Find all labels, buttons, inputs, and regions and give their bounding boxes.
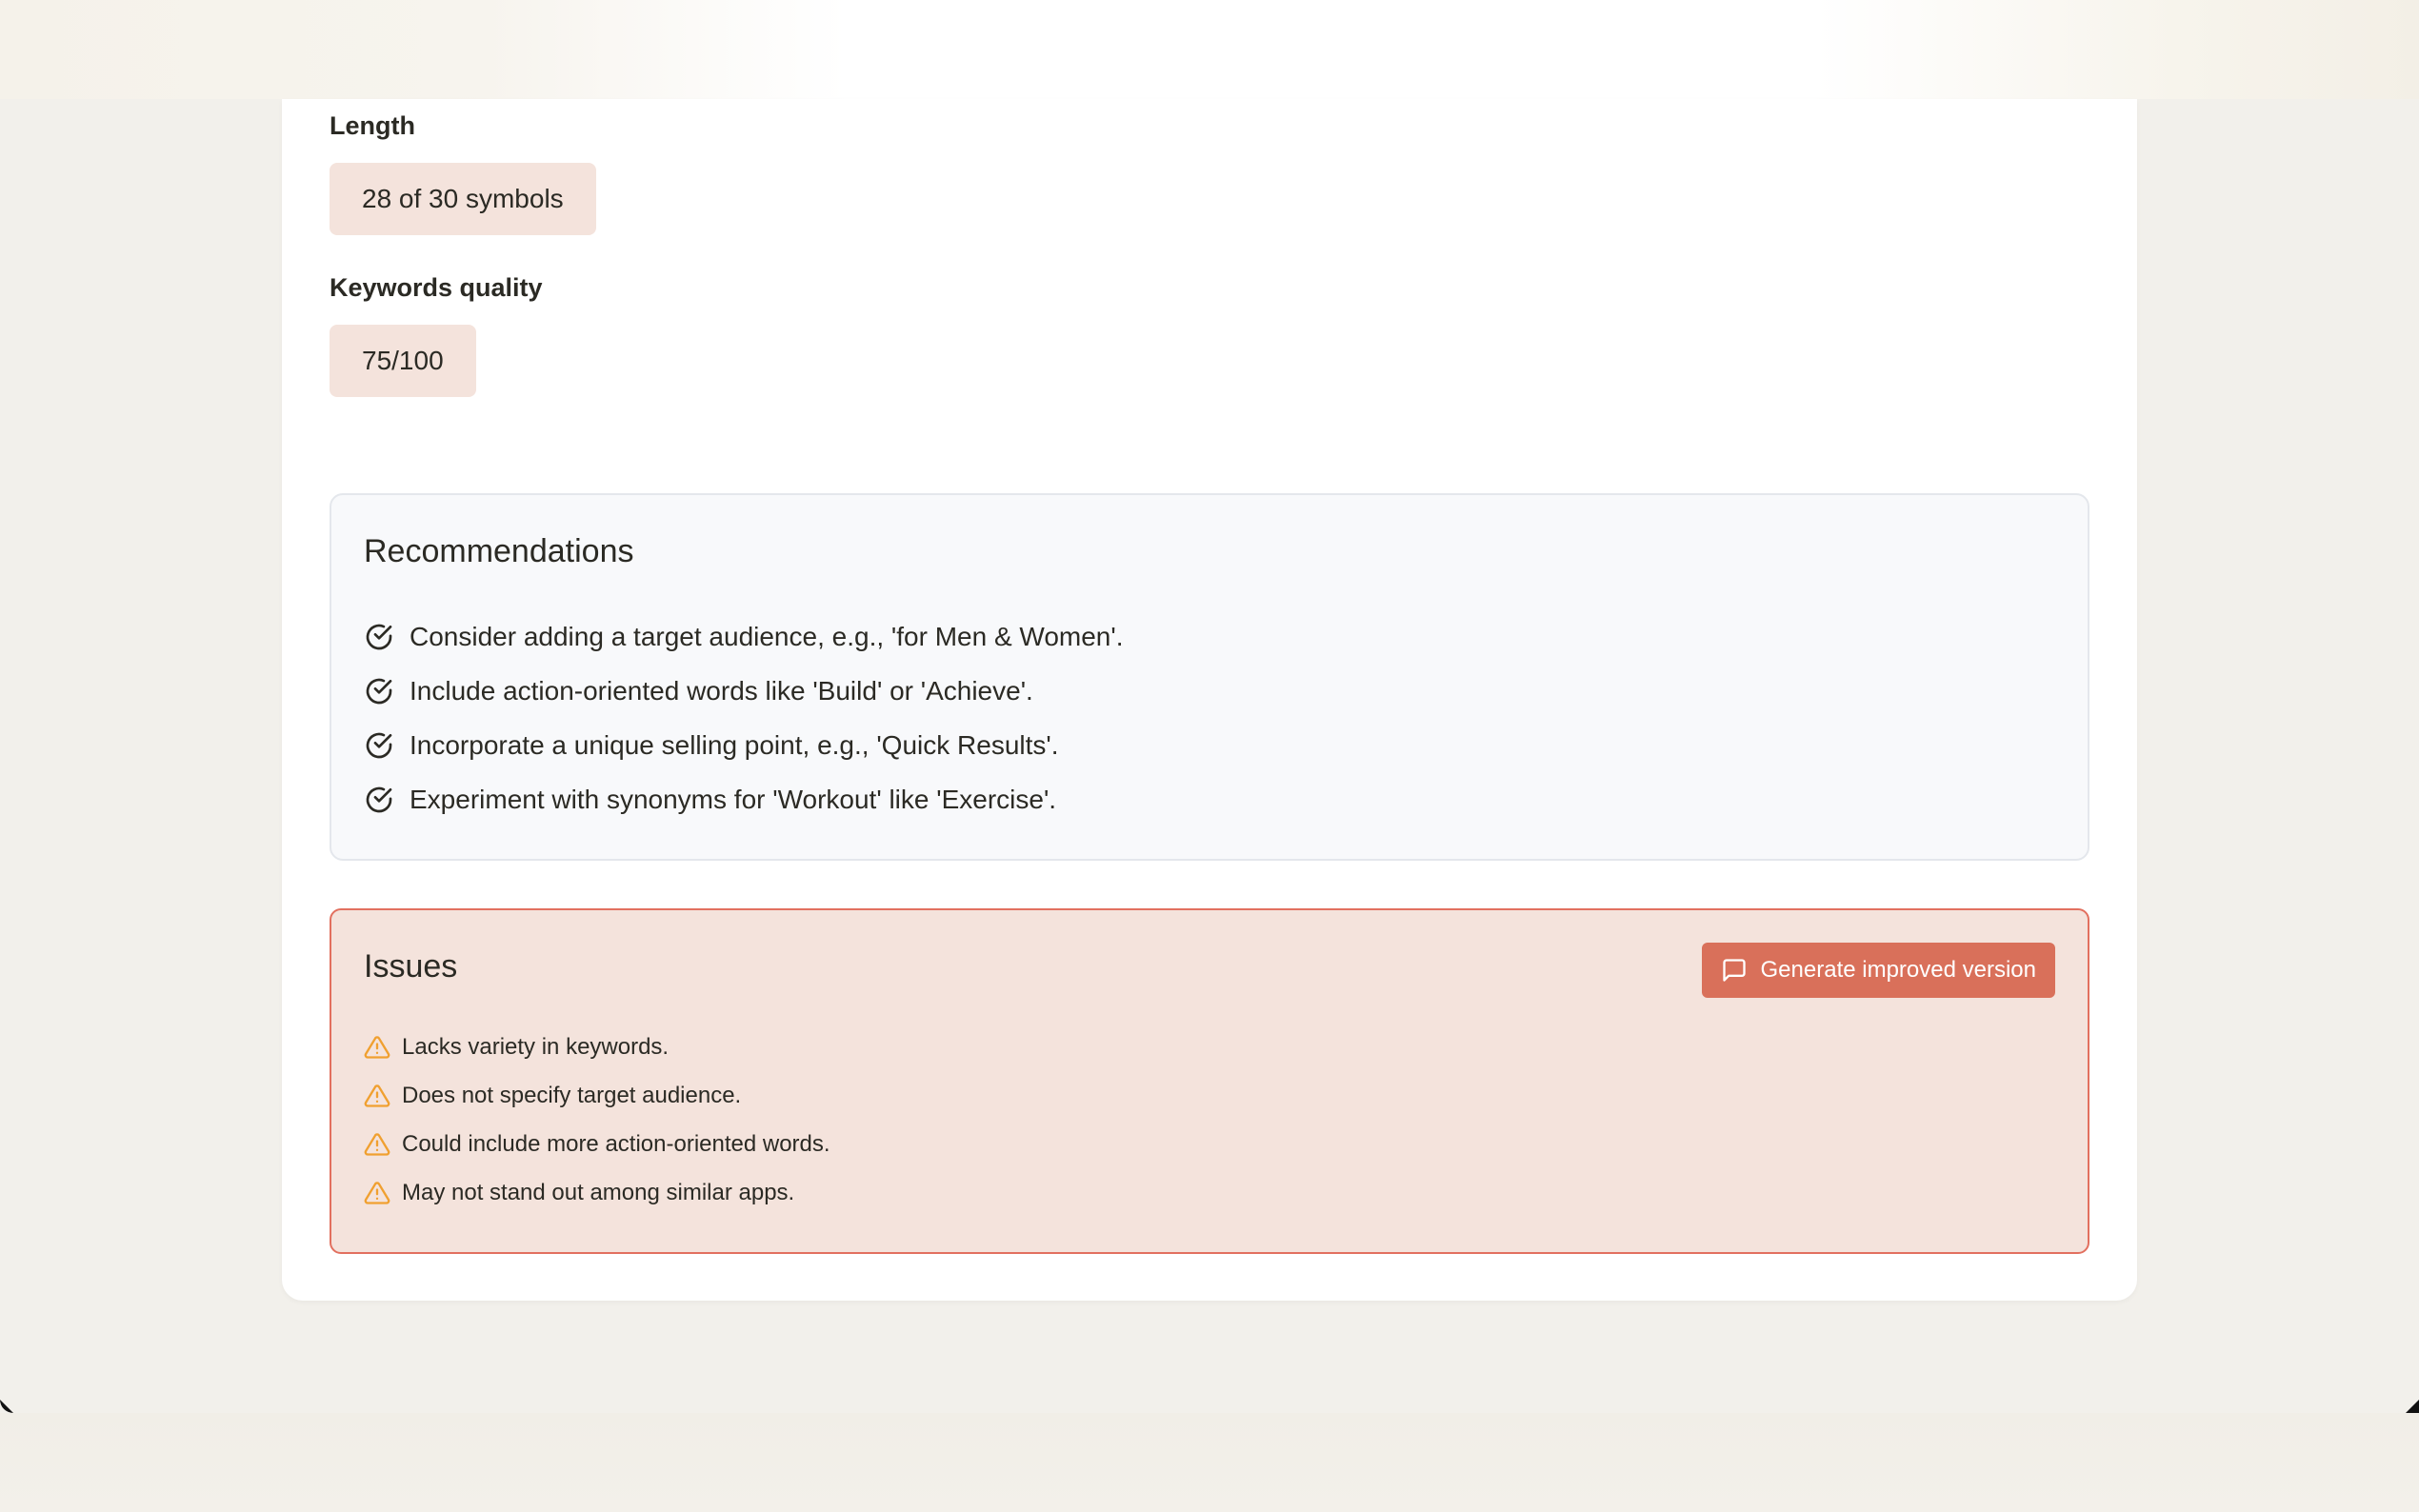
- recommendation-item: [364, 664, 1124, 718]
- warning-triangle-icon: [364, 1083, 390, 1109]
- recommendations-panel: [330, 493, 2089, 861]
- recommendation-item: [364, 718, 1124, 772]
- warning-triangle-icon: [364, 1131, 390, 1158]
- warning-triangle-icon: [364, 1034, 390, 1061]
- bottom-bar: [0, 1413, 2419, 1512]
- issues-panel: [330, 908, 2089, 1254]
- length-value-badge: 28 of 30 symbols: [330, 163, 596, 235]
- generate-improved-version-button[interactable]: [1702, 943, 2055, 998]
- issue-item: [364, 1168, 830, 1217]
- recommendation-text: Incorporate a unique selling point, e.g., 'Quick Results'.: [410, 729, 1059, 760]
- issue-item: [364, 1120, 830, 1168]
- keywords-quality-value-badge: 75/100: [330, 325, 476, 397]
- issue-text: Could include more action-oriented words.: [402, 1130, 830, 1157]
- recommendation-item: [364, 772, 1124, 826]
- recommendation-text: Experiment with synonyms for 'Workout' like 'Exercise'.: [410, 784, 1057, 814]
- check-circle-icon: [364, 676, 394, 706]
- recommendations-title: Recommendations: [364, 533, 634, 569]
- issue-text: Does not specify target audience.: [402, 1082, 742, 1108]
- check-circle-icon: [364, 730, 394, 761]
- issue-text: Lacks variety in keywords.: [402, 1033, 670, 1060]
- recommendation-item: [364, 609, 1124, 664]
- recommendation-text: Consider adding a target audience, e.g., 'for Men & Women'.: [410, 621, 1124, 651]
- issue-text: May not stand out among similar apps.: [402, 1179, 795, 1205]
- length-label: Length: [330, 111, 415, 140]
- recommendation-text: Include action-oriented words like 'Build' or 'Achieve'.: [410, 675, 1033, 706]
- check-circle-icon: [364, 622, 394, 652]
- issue-item: [364, 1023, 830, 1071]
- check-circle-icon: [364, 785, 394, 815]
- keywords-quality-label: Keywords quality: [330, 273, 543, 302]
- warning-triangle-icon: [364, 1180, 390, 1206]
- recommendations-list: [364, 609, 1124, 826]
- top-bar: [0, 0, 2419, 99]
- issues-title: Issues: [364, 948, 458, 985]
- issues-list: [364, 1023, 830, 1217]
- issue-item: [364, 1071, 830, 1120]
- message-square-icon: [1721, 957, 1748, 984]
- generate-button-label: Generate improved version: [1760, 957, 2036, 983]
